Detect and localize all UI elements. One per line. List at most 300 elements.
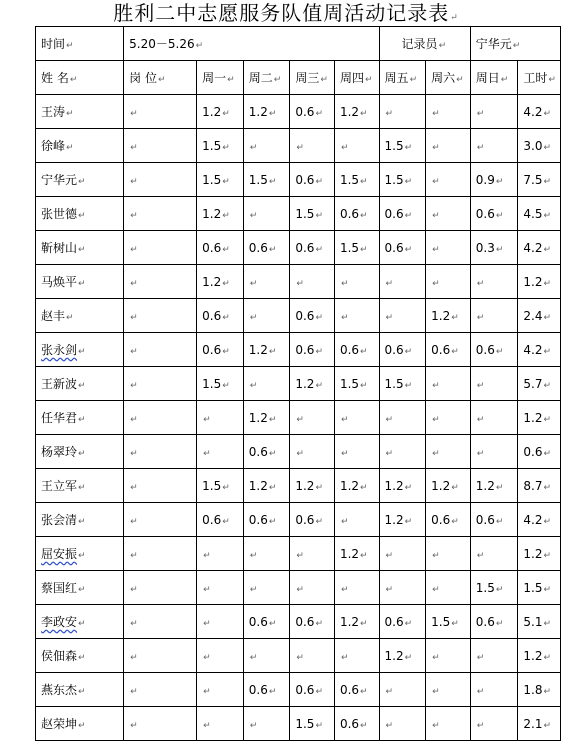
cell-tue[interactable] bbox=[243, 435, 290, 469]
cell-thu[interactable] bbox=[334, 265, 379, 299]
cell-sun[interactable] bbox=[470, 129, 518, 163]
cell-thu[interactable] bbox=[334, 95, 379, 129]
cell-sun[interactable] bbox=[470, 435, 518, 469]
cell-sun[interactable] bbox=[470, 333, 518, 367]
cell-mon[interactable] bbox=[197, 537, 244, 571]
cell-sat[interactable] bbox=[426, 197, 471, 231]
cell-mark: ↵ bbox=[451, 482, 459, 493]
cell-wed[interactable] bbox=[290, 435, 335, 469]
cell-sat[interactable] bbox=[426, 265, 471, 299]
cell-hours[interactable] bbox=[518, 707, 561, 741]
cell-wed[interactable] bbox=[290, 265, 335, 299]
cell-name[interactable] bbox=[36, 673, 124, 707]
cell-wed[interactable] bbox=[290, 571, 335, 605]
col-header-thu[interactable] bbox=[334, 61, 379, 95]
cell-mark: ↵ bbox=[360, 176, 368, 187]
cell-tue[interactable] bbox=[243, 95, 290, 129]
cell-thu[interactable] bbox=[334, 605, 379, 639]
cell-post[interactable] bbox=[124, 401, 197, 435]
cell-post[interactable] bbox=[124, 571, 197, 605]
cell-sun[interactable] bbox=[470, 537, 518, 571]
cell-post[interactable] bbox=[124, 605, 197, 639]
cell-value: 1.5 bbox=[295, 716, 315, 731]
cell-post[interactable] bbox=[124, 129, 197, 163]
cell-mark: ↵ bbox=[130, 380, 138, 391]
cell-thu[interactable] bbox=[334, 537, 379, 571]
cell-wed[interactable] bbox=[290, 129, 335, 163]
col-header-hours[interactable] bbox=[518, 61, 561, 95]
cell-fri[interactable] bbox=[379, 571, 426, 605]
cell-mark: ↵ bbox=[476, 720, 485, 731]
cell-fri[interactable] bbox=[379, 231, 426, 265]
col-header-name[interactable] bbox=[36, 61, 124, 95]
cell-tue[interactable] bbox=[243, 163, 290, 197]
cell-tue[interactable] bbox=[243, 197, 290, 231]
cell-value: 1.5 bbox=[431, 614, 451, 629]
cell-mark: ↵ bbox=[360, 550, 368, 561]
cell-sun[interactable] bbox=[470, 197, 518, 231]
cell-wed[interactable] bbox=[290, 367, 335, 401]
cell-value: 王新波 bbox=[41, 377, 78, 391]
cell-name[interactable] bbox=[36, 299, 124, 333]
cell-mark: ↵ bbox=[432, 176, 440, 187]
cell-post[interactable] bbox=[124, 333, 197, 367]
cell-wed[interactable] bbox=[290, 639, 335, 673]
cell-mark: ↵ bbox=[78, 551, 86, 561]
cell-mark: ↵ bbox=[385, 108, 394, 119]
cell-post[interactable] bbox=[124, 265, 197, 299]
cell-fri[interactable] bbox=[379, 537, 426, 571]
cell-wed[interactable] bbox=[290, 95, 335, 129]
cell-mark: ↵ bbox=[130, 448, 138, 459]
cell-hours[interactable] bbox=[518, 367, 561, 401]
cell-fri[interactable] bbox=[379, 333, 426, 367]
recorder-label: 记录员 bbox=[401, 37, 438, 51]
cell-mon[interactable] bbox=[197, 571, 244, 605]
cell-post[interactable] bbox=[124, 163, 197, 197]
cell-thu[interactable] bbox=[334, 571, 379, 605]
cell-value: 赵荣坤 bbox=[41, 717, 78, 731]
cell-post[interactable] bbox=[124, 503, 197, 537]
cell-tue[interactable] bbox=[243, 367, 290, 401]
cell-name[interactable] bbox=[36, 571, 124, 605]
cell-thu[interactable] bbox=[334, 367, 379, 401]
cell-mark: ↵ bbox=[476, 380, 485, 391]
cell-sun[interactable] bbox=[470, 231, 518, 265]
cell-post[interactable] bbox=[124, 367, 197, 401]
cell-hours[interactable] bbox=[518, 129, 561, 163]
cell-sat[interactable] bbox=[426, 163, 471, 197]
cell-value: 1.2 bbox=[248, 104, 268, 119]
cell-sun[interactable] bbox=[470, 639, 518, 673]
cell-value: 赵丰 bbox=[41, 309, 66, 323]
cell-tue[interactable] bbox=[243, 231, 290, 265]
cell-wed[interactable] bbox=[290, 537, 335, 571]
cell-sun[interactable] bbox=[470, 673, 518, 707]
cell-mon[interactable] bbox=[197, 95, 244, 129]
cell-sun[interactable] bbox=[470, 401, 518, 435]
cell-mon[interactable] bbox=[197, 163, 244, 197]
cell-mark: ↵ bbox=[268, 176, 277, 187]
cell-fri[interactable] bbox=[379, 435, 426, 469]
cell-mon[interactable] bbox=[197, 367, 244, 401]
cell-value: 1.2 bbox=[431, 308, 451, 323]
cell-hours[interactable] bbox=[518, 571, 561, 605]
cell-mon[interactable] bbox=[197, 265, 244, 299]
cell-mark: ↵ bbox=[456, 75, 464, 85]
cell-tue[interactable] bbox=[243, 265, 290, 299]
cell-name[interactable] bbox=[36, 95, 124, 129]
cell-name[interactable] bbox=[36, 503, 124, 537]
cell-hours[interactable] bbox=[518, 503, 561, 537]
cell-hours[interactable] bbox=[518, 673, 561, 707]
cell-mark: ↵ bbox=[296, 584, 304, 595]
cell-name[interactable] bbox=[36, 401, 124, 435]
cell-mark: ↵ bbox=[404, 176, 413, 187]
cell-hours[interactable] bbox=[518, 435, 561, 469]
cell-post[interactable] bbox=[124, 537, 197, 571]
cell-hours[interactable] bbox=[518, 401, 561, 435]
cell-tue[interactable] bbox=[243, 333, 290, 367]
cell-value: 0.6 bbox=[475, 512, 495, 527]
cell-sat[interactable] bbox=[426, 503, 471, 537]
cell-hours[interactable] bbox=[518, 333, 561, 367]
cell-name[interactable] bbox=[36, 333, 124, 367]
cell-sat[interactable] bbox=[426, 537, 471, 571]
cell-fri[interactable] bbox=[379, 503, 426, 537]
cell-name[interactable] bbox=[36, 231, 124, 265]
cell-thu[interactable] bbox=[334, 231, 379, 265]
cell-fri[interactable] bbox=[379, 95, 426, 129]
cell-wed[interactable] bbox=[290, 163, 335, 197]
cell-value: 王涛 bbox=[41, 105, 66, 119]
cell-thu[interactable] bbox=[334, 673, 379, 707]
cell-name[interactable] bbox=[36, 129, 124, 163]
table-row bbox=[36, 129, 561, 163]
cell-value: 0.6 bbox=[431, 512, 451, 527]
cell-thu[interactable] bbox=[334, 299, 379, 333]
cell-mon[interactable] bbox=[197, 299, 244, 333]
cell-value: 0.6 bbox=[339, 682, 360, 697]
cell-name[interactable] bbox=[36, 163, 124, 197]
cell-hours[interactable] bbox=[518, 197, 561, 231]
cell-mon[interactable] bbox=[197, 401, 244, 435]
cell-value: 1.2 bbox=[523, 648, 543, 663]
table-row bbox=[36, 231, 561, 265]
cell-post[interactable] bbox=[124, 469, 197, 503]
cell-mon[interactable] bbox=[197, 605, 244, 639]
cell-fri[interactable] bbox=[379, 401, 426, 435]
cell-post[interactable] bbox=[124, 299, 197, 333]
cell-value: 1.2 bbox=[339, 546, 360, 561]
cell-name[interactable] bbox=[36, 537, 124, 571]
cell-mark: ↵ bbox=[222, 346, 230, 357]
cell-sat[interactable] bbox=[426, 231, 471, 265]
col-header-fri[interactable] bbox=[379, 61, 426, 95]
cell-mark: ↵ bbox=[66, 41, 74, 51]
cell-tue[interactable] bbox=[243, 537, 290, 571]
cell-fri[interactable] bbox=[379, 163, 426, 197]
cell-post[interactable] bbox=[124, 95, 197, 129]
cell-sat[interactable] bbox=[426, 639, 471, 673]
cell-sat[interactable] bbox=[426, 95, 471, 129]
cell-wed[interactable] bbox=[290, 197, 335, 231]
cell-fri[interactable] bbox=[379, 367, 426, 401]
cell-value: 1.5 bbox=[339, 376, 360, 391]
cell-post[interactable] bbox=[124, 231, 197, 265]
cell-mon[interactable] bbox=[197, 333, 244, 367]
cell-fri[interactable] bbox=[379, 639, 426, 673]
cell-mark: ↵ bbox=[296, 448, 304, 459]
cell-post[interactable] bbox=[124, 435, 197, 469]
cell-wed[interactable] bbox=[290, 231, 335, 265]
cell-sat[interactable] bbox=[426, 707, 471, 741]
cell-mark: ↵ bbox=[340, 278, 349, 289]
cell-sun[interactable] bbox=[470, 707, 518, 741]
time-label-cell[interactable] bbox=[36, 27, 124, 61]
cell-name[interactable] bbox=[36, 707, 124, 741]
cell-thu[interactable] bbox=[334, 197, 379, 231]
cell-post[interactable] bbox=[124, 639, 197, 673]
cell-hours[interactable] bbox=[518, 231, 561, 265]
cell-mon[interactable] bbox=[197, 707, 244, 741]
cell-mark: ↵ bbox=[296, 550, 304, 561]
cell-sun[interactable] bbox=[470, 571, 518, 605]
cell-value: 0.6 bbox=[475, 614, 495, 629]
cell-mark: ↵ bbox=[296, 278, 304, 289]
cell-name[interactable] bbox=[36, 367, 124, 401]
cell-sun[interactable] bbox=[470, 299, 518, 333]
cell-hours[interactable] bbox=[518, 95, 561, 129]
col-header-mon[interactable] bbox=[197, 61, 244, 95]
table-row bbox=[36, 435, 561, 469]
col-header-text: 周一 bbox=[202, 71, 227, 85]
cell-value: 4.2 bbox=[523, 104, 543, 119]
col-header-wed[interactable] bbox=[290, 61, 335, 95]
cell-tue[interactable] bbox=[243, 639, 290, 673]
cell-mon[interactable] bbox=[197, 469, 244, 503]
cell-hours[interactable] bbox=[518, 537, 561, 571]
cell-mon[interactable] bbox=[197, 129, 244, 163]
cell-wed[interactable] bbox=[290, 469, 335, 503]
cell-mark: ↵ bbox=[340, 142, 349, 153]
cell-value: 5.1 bbox=[523, 614, 543, 629]
cell-mark: ↵ bbox=[476, 108, 485, 119]
recorder-name-cell[interactable] bbox=[470, 27, 560, 61]
cell-mark: ↵ bbox=[315, 380, 323, 391]
cell-hours[interactable] bbox=[518, 469, 561, 503]
cell-mark: ↵ bbox=[451, 346, 459, 357]
cell-sat[interactable] bbox=[426, 435, 471, 469]
cell-mark: ↵ bbox=[495, 210, 504, 221]
cell-mark: ↵ bbox=[249, 278, 258, 289]
cell-wed[interactable] bbox=[290, 707, 335, 741]
cell-sat[interactable] bbox=[426, 605, 471, 639]
cell-mark: ↵ bbox=[432, 448, 440, 459]
cell-sun[interactable] bbox=[470, 265, 518, 299]
cell-fri[interactable] bbox=[379, 605, 426, 639]
cell-wed[interactable] bbox=[290, 401, 335, 435]
cell-mark: ↵ bbox=[543, 482, 552, 493]
cell-sat[interactable] bbox=[426, 299, 471, 333]
cell-value: 1.2 bbox=[202, 206, 222, 221]
cell-name[interactable] bbox=[36, 435, 124, 469]
cell-fri[interactable] bbox=[379, 299, 426, 333]
cell-name[interactable] bbox=[36, 265, 124, 299]
cell-mon[interactable] bbox=[197, 639, 244, 673]
cell-value: 1.5 bbox=[202, 478, 222, 493]
cell-mark: ↵ bbox=[78, 687, 86, 697]
cell-sat[interactable] bbox=[426, 673, 471, 707]
cell-value: 1.2 bbox=[384, 478, 404, 493]
cell-mon[interactable] bbox=[197, 435, 244, 469]
cell-value: 0.3 bbox=[475, 240, 495, 255]
recorder-label-cell[interactable] bbox=[379, 27, 470, 61]
cell-name[interactable] bbox=[36, 639, 124, 673]
cell-sun[interactable] bbox=[470, 163, 518, 197]
cell-mark: ↵ bbox=[476, 686, 485, 697]
table-row bbox=[36, 571, 561, 605]
cell-hours[interactable] bbox=[518, 639, 561, 673]
cell-mark: ↵ bbox=[78, 211, 86, 221]
cell-mark: ↵ bbox=[543, 584, 552, 595]
cell-name[interactable] bbox=[36, 605, 124, 639]
cell-sun[interactable] bbox=[470, 503, 518, 537]
cell-value: 0.6 bbox=[202, 342, 222, 357]
col-header-tue[interactable] bbox=[243, 61, 290, 95]
cell-thu[interactable] bbox=[334, 639, 379, 673]
cell-mark: ↵ bbox=[543, 516, 552, 527]
cell-post[interactable] bbox=[124, 673, 197, 707]
cell-value: 1.5 bbox=[475, 580, 495, 595]
cell-mark: ↵ bbox=[451, 312, 459, 323]
cell-tue[interactable] bbox=[243, 299, 290, 333]
col-header-text: 周六 bbox=[431, 71, 456, 85]
cell-fri[interactable] bbox=[379, 265, 426, 299]
cell-name[interactable] bbox=[36, 197, 124, 231]
cell-mark: ↵ bbox=[340, 414, 349, 425]
cell-thu[interactable] bbox=[334, 401, 379, 435]
cell-mark: ↵ bbox=[203, 720, 211, 731]
cell-mark: ↵ bbox=[78, 279, 86, 289]
cell-mark: ↵ bbox=[360, 618, 368, 629]
cell-tue[interactable] bbox=[243, 571, 290, 605]
cell-value: 1.2 bbox=[339, 478, 360, 493]
cell-tue[interactable] bbox=[243, 605, 290, 639]
cell-mark: ↵ bbox=[451, 516, 459, 527]
cell-sun[interactable] bbox=[470, 469, 518, 503]
cell-wed[interactable] bbox=[290, 503, 335, 537]
cell-mon[interactable] bbox=[197, 503, 244, 537]
cell-thu[interactable] bbox=[334, 469, 379, 503]
cell-fri[interactable] bbox=[379, 129, 426, 163]
cell-tue[interactable] bbox=[243, 469, 290, 503]
cell-fri[interactable] bbox=[379, 707, 426, 741]
cell-sun[interactable] bbox=[470, 367, 518, 401]
cell-tue[interactable] bbox=[243, 673, 290, 707]
cell-value: 宁华元 bbox=[41, 173, 78, 187]
cell-mark: ↵ bbox=[432, 720, 440, 731]
cell-tue[interactable] bbox=[243, 129, 290, 163]
cell-value: 0.6 bbox=[384, 206, 404, 221]
cell-value: 0.6 bbox=[295, 308, 315, 323]
cell-value: 1.5 bbox=[339, 240, 360, 255]
cell-thu[interactable] bbox=[334, 163, 379, 197]
cell-hours[interactable] bbox=[518, 265, 561, 299]
cell-tue[interactable] bbox=[243, 503, 290, 537]
cell-sat[interactable] bbox=[426, 129, 471, 163]
cell-value: 张会清 bbox=[41, 513, 78, 527]
cell-thu[interactable] bbox=[334, 503, 379, 537]
cell-mark: ↵ bbox=[130, 550, 138, 561]
col-header-sun[interactable] bbox=[470, 61, 518, 95]
cell-fri[interactable] bbox=[379, 469, 426, 503]
table-row bbox=[36, 367, 561, 401]
cell-wed[interactable] bbox=[290, 673, 335, 707]
cell-hours[interactable] bbox=[518, 163, 561, 197]
cell-thu[interactable] bbox=[334, 707, 379, 741]
cell-thu[interactable] bbox=[334, 129, 379, 163]
col-header-post[interactable] bbox=[124, 61, 197, 95]
col-header-sat[interactable] bbox=[426, 61, 471, 95]
cell-sun[interactable] bbox=[470, 95, 518, 129]
cell-post[interactable] bbox=[124, 197, 197, 231]
cell-sat[interactable] bbox=[426, 571, 471, 605]
cell-value: 屈安振 bbox=[41, 547, 78, 561]
cell-mark: ↵ bbox=[130, 482, 138, 493]
time-value-cell[interactable] bbox=[124, 27, 379, 61]
cell-mark: ↵ bbox=[130, 278, 138, 289]
cell-mark: ↵ bbox=[315, 482, 323, 493]
cell-tue[interactable] bbox=[243, 401, 290, 435]
cell-value: 0.6 bbox=[295, 682, 315, 697]
cell-mon[interactable] bbox=[197, 673, 244, 707]
cell-name[interactable] bbox=[36, 469, 124, 503]
cell-sat[interactable] bbox=[426, 469, 471, 503]
cell-value: 0.6 bbox=[248, 614, 268, 629]
cell-mark: ↵ bbox=[268, 448, 277, 459]
cell-value: 0.6 bbox=[339, 716, 360, 731]
cell-mark: ↵ bbox=[543, 210, 552, 221]
cell-post[interactable] bbox=[124, 707, 197, 741]
cell-hours[interactable] bbox=[518, 605, 561, 639]
cell-tue[interactable] bbox=[243, 707, 290, 741]
cell-mon[interactable] bbox=[197, 197, 244, 231]
cell-mark: ↵ bbox=[296, 142, 304, 153]
cell-mark: ↵ bbox=[476, 312, 485, 323]
cell-sat[interactable] bbox=[426, 401, 471, 435]
cell-mark: ↵ bbox=[296, 652, 304, 663]
cell-sun[interactable] bbox=[470, 605, 518, 639]
cell-sat[interactable] bbox=[426, 367, 471, 401]
cell-thu[interactable] bbox=[334, 435, 379, 469]
cell-mark: ↵ bbox=[360, 686, 368, 697]
cell-wed[interactable] bbox=[290, 299, 335, 333]
cell-wed[interactable] bbox=[290, 605, 335, 639]
cell-sat[interactable] bbox=[426, 333, 471, 367]
cell-wed[interactable] bbox=[290, 333, 335, 367]
cell-thu[interactable] bbox=[334, 333, 379, 367]
cell-mark: ↵ bbox=[130, 516, 138, 527]
cell-mark: ↵ bbox=[432, 550, 440, 561]
cell-mark: ↵ bbox=[432, 210, 440, 221]
cell-fri[interactable] bbox=[379, 197, 426, 231]
cell-mon[interactable] bbox=[197, 231, 244, 265]
col-header-text: 姓 名 bbox=[41, 71, 69, 85]
cell-hours[interactable] bbox=[518, 299, 561, 333]
cell-fri[interactable] bbox=[379, 673, 426, 707]
cell-mark: ↵ bbox=[130, 312, 138, 323]
